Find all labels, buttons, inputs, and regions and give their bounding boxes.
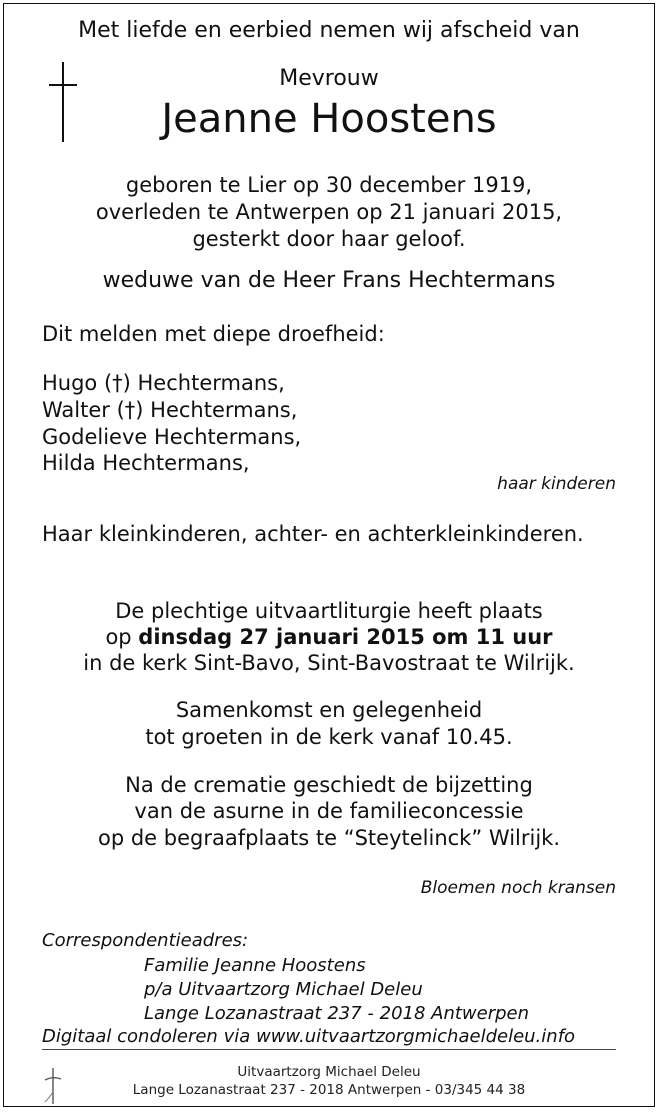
announcers-intro: Dit melden met diepe droefheid:: [42, 322, 385, 346]
correspondence-label: Correspondentieadres:: [42, 930, 249, 951]
correspondence-line-2: p/a Uitvaartzorg Michael Deleu: [144, 979, 423, 1000]
honorific: Mevrouw: [279, 66, 379, 91]
online-condolence: Digitaal condoleren via www.uitvaartzorgmichaeldeleu.info: [42, 1026, 576, 1047]
grandchildren-line: Haar kleinkinderen, achter- en achterkleinkinderen.: [42, 522, 584, 546]
obituary-notice: [3, 3, 655, 1107]
child-name: Walter (†) Hechtermans,: [42, 398, 298, 422]
spouse-line: weduwe van de Heer Frans Hechtermans: [102, 268, 556, 293]
faith-line: gesterkt door haar geloof.: [192, 227, 466, 251]
footer-address: Lange Lozanastraat 237 - 2018 Antwerpen - 03/345 44 38: [132, 1082, 526, 1098]
deceased-name: Jeanne Hoostens: [161, 96, 497, 142]
child-name: Hugo (†) Hechtermans,: [42, 371, 285, 395]
children-label: haar kinderen: [497, 474, 616, 494]
footer-company: Uitvaartzorg Michael Deleu: [237, 1064, 421, 1080]
burial-line-2: van de asurne in de familieconcessie: [134, 799, 524, 823]
gathering-line-1: Samenkomst en gelegenheid: [175, 698, 483, 722]
service-line-2: [4, 624, 654, 651]
child-name: Godelieve Hechtermans,: [42, 425, 302, 449]
correspondence-line-1: Familie Jeanne Hoostens: [144, 955, 366, 976]
death-line: overleden te Antwerpen op 21 januari 2015,: [95, 200, 563, 224]
service-date-time: dinsdag 27 januari 2015 om 11 uur: [138, 625, 553, 649]
correspondence-line-3: Lange Lozanastraat 237 - 2018 Antwerpen: [144, 1003, 530, 1024]
gathering-line-2: tot groeten in de kerk vanaf 10.45.: [145, 725, 513, 749]
flowers-note: Bloemen noch kransen: [420, 878, 616, 898]
footer-divider: [42, 1049, 616, 1050]
child-name: Hilda Hechtermans,: [42, 451, 250, 475]
burial-line-3: op de begraafplaats te “Steytelinck” Wilrijk.: [98, 826, 560, 850]
service-prefix: op: [105, 625, 139, 649]
service-line-1: De plechtige uitvaartliturgie heeft plaats: [115, 599, 543, 623]
birth-line: geboren te Lier op 30 december 1919,: [125, 173, 533, 197]
service-line-3: in de kerk Sint-Bavo, Sint-Bavostraat te Wilrijk.: [83, 651, 575, 675]
intro-line: Met liefde en eerbied nemen wij afscheid van: [78, 18, 580, 43]
burial-line-1: Na de crematie geschiedt de bijzetting: [125, 773, 533, 797]
